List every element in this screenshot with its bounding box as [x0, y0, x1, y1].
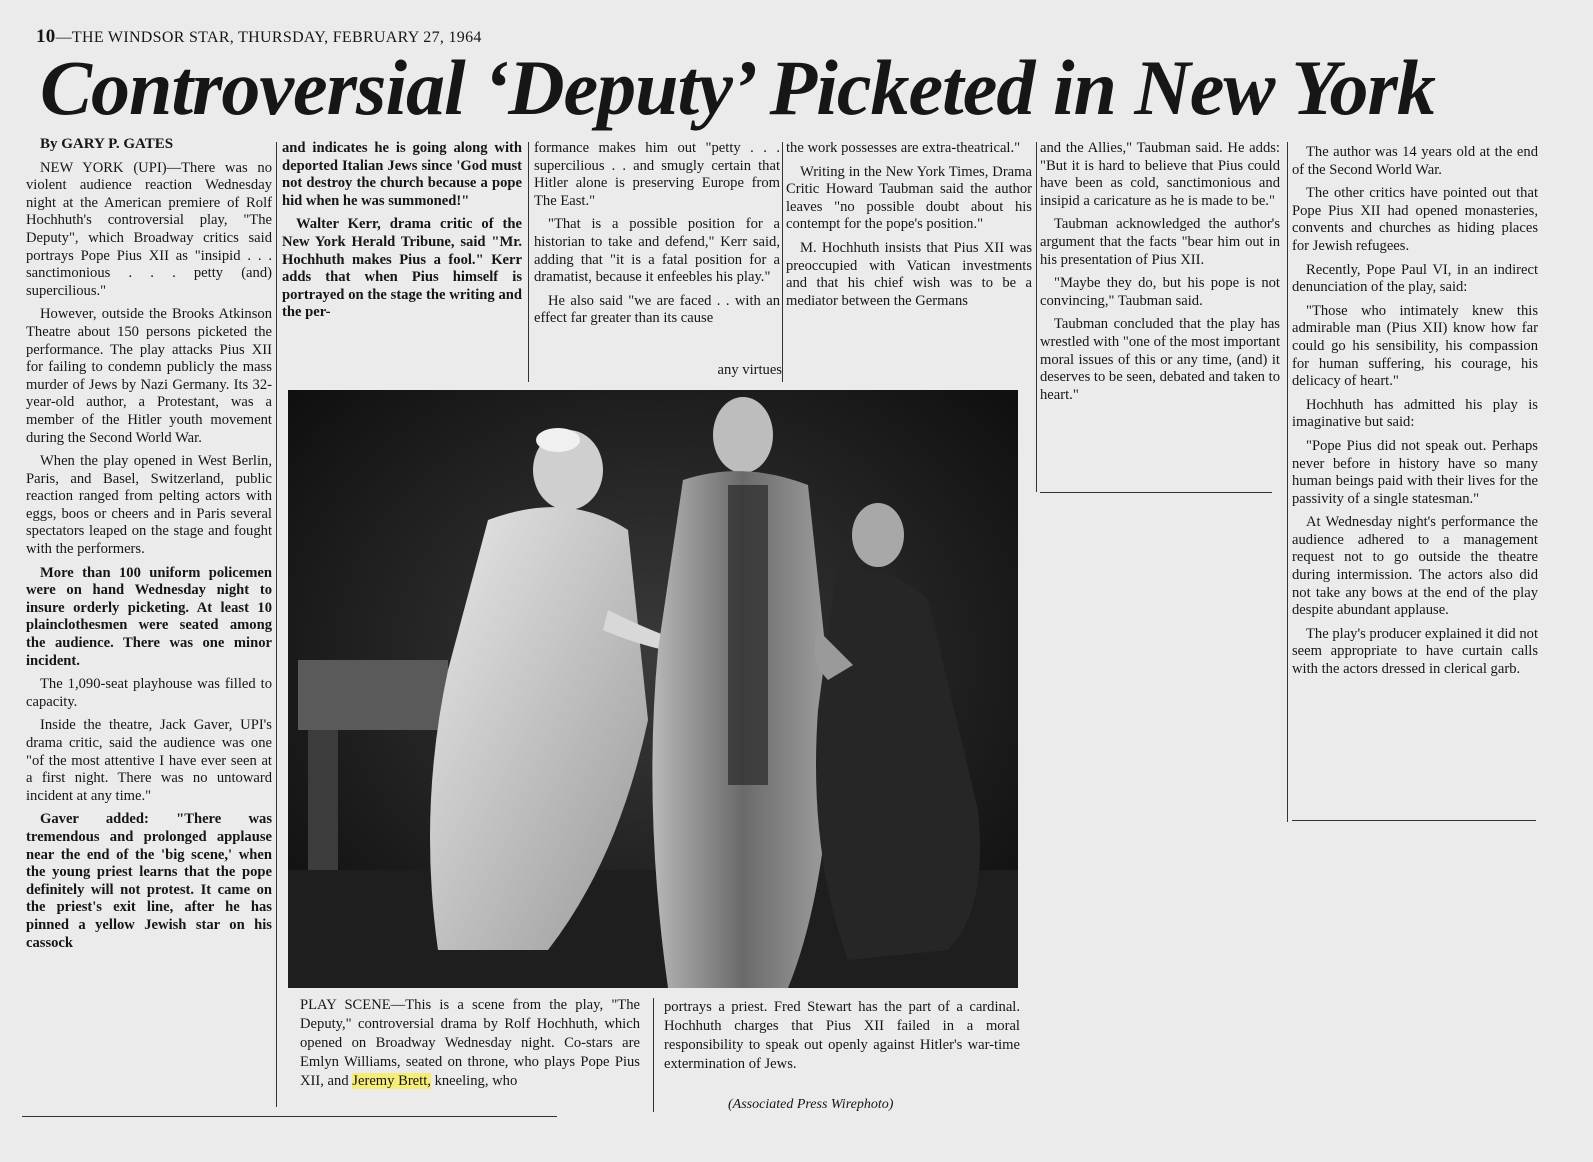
col4-paragraph: the work possesses are extra-theatrical.": [786, 140, 1021, 156]
col5-paragraph: Taubman acknowledged the author's argument that the facts "bear him out in his presentation of Pius XII.: [1040, 216, 1280, 268]
photo-credit: (Associated Press Wirephoto): [728, 1097, 894, 1112]
caption-left-text: PLAY SCENE—This is a scene from the play, "The Deputy," controversial drama by Rolf Hochhuth, which opened on Broadway Wednesday night. Co-stars are Emlyn Williams, seated on throne, who plays Pope Pius XII, and: [300, 997, 640, 1089]
photo-play-scene: [288, 390, 1018, 988]
col3-paragraph: formance makes him out "petty . . . supercilious . . and smugly certain that Hitler alone is preserving Europe from The East.": [534, 140, 780, 209]
col2-paragraph: Walter Kerr, drama critic of the New York Herald Tribune, said "Mr. Hochhuth makes Pius a fool." Kerr adds that when Pius himself is portrayed on the stage the writing and the per-: [282, 216, 522, 321]
col6-paragraph: "Pope Pius did not speak out. Perhaps never before in history have so many human beings paid with their lives for the passivity of a single statesman.": [1292, 437, 1538, 507]
photo-caption-right: [664, 998, 1020, 1074]
col5-paragraph: "Maybe they do, but his pope is not convincing," Taubman said.: [1040, 275, 1280, 309]
col6-paragraph: At Wednesday night's performance the audience adhered to a management request not to go outside the theatre during intermission. The actors also did not take any bows at the end of the play despite abundant applause.: [1292, 514, 1538, 619]
article-column-3: [534, 140, 780, 334]
article-column-6: [1292, 144, 1538, 685]
column-rule-5: [1287, 142, 1288, 822]
col1-paragraph: Gaver added: "There was tremendous and prolonged applause near the end of the 'big scene,' when the young priest learns that the pope definitely will not protest. It came on the priest's exit line, after he has pinned a yellow Jewish star on his cassock: [26, 811, 272, 951]
caption-highlight: Jeremy Brett,: [352, 1073, 431, 1089]
caption-right-text: portrays a priest. Fred Stewart has the part of a cardinal. Hochhuth charges that Pius XII failed in a moral responsibility to speak out openly against Hitler's war-time extermination of Jews.: [664, 999, 1020, 1072]
col6-paragraph: The other critics have pointed out that Pope Pius XII had opened monasteries, convents and churches as hiding places for Jewish refugees.: [1292, 185, 1538, 254]
col3-paragraph: He also said "we are faced . . with an effect far greater than its cause: [534, 292, 780, 327]
column-rule-2: [528, 142, 529, 382]
bottom-rule: [22, 1116, 557, 1117]
article-column-4: [786, 140, 1032, 316]
col6-paragraph: The author was 14 years old at the end of the Second World War.: [1292, 144, 1538, 178]
article-column-1: [26, 136, 272, 958]
col5-paragraph: Taubman concluded that the play has wrestled with "one of the most important moral issues of this or any time, (and) it deserves to be seen, debated and taken to heart.": [1040, 316, 1280, 403]
col1-paragraph: The 1,090-seat playhouse was filled to capacity.: [26, 676, 272, 710]
caption-rule: [653, 998, 654, 1112]
col1-paragraph: More than 100 uniform policemen were on hand Wednesday night to insure orderly picketing. At least 10 plainclothesmen were seated among the audience. There was one minor incident.: [26, 564, 272, 669]
col5-paragraph: and the Allies," Taubman said. He adds: "But it is hard to believe that Pius could have been as cold, sanctimonious and insipid a caricature as he is made to be.": [1040, 140, 1280, 209]
column-rule-3: [782, 142, 783, 382]
col2-paragraph: and indicates he is going along with deported Italian Jews since 'God must not destroy the church because a pope hid when he was summoned!": [282, 140, 522, 209]
page-number: 10: [36, 26, 56, 47]
col3-paragraph: "That is a possible position for a historian to take and defend," Kerr said, adding that "it is a fatal position for a dramatist, because it enfeebles his play.": [534, 216, 780, 286]
col1-paragraph: However, outside the Brooks Atkinson Theatre about 150 persons picketed the performance. The play attacks Pius XII for failing to condemn publicly the mass murder of Jews by Nazi Germany. Its 32-year-old author, a Protestant, was a member of the Hitler youth movement during the Second World War.: [26, 306, 272, 446]
col1-paragraph: When the play opened in West Berlin, Paris, and Basel, Switzerland, public reaction ranged from pelting actors with eggs, boos or cheers and in Paris several spectators leaped on the stage and fought with the performers.: [26, 453, 272, 558]
column-rule-1: [276, 142, 277, 1107]
article-column-2: [282, 140, 522, 328]
col4-paragraph: M. Hochhuth insists that Pius XII was preoccupied with Vatican investments and that his chief wish was to be a mediator between the Germans: [786, 239, 1032, 309]
column-3-tail: any virtues: [717, 362, 782, 378]
dateline-text: —THE WINDSOR STAR, THURSDAY, FEBRUARY 27, 1964: [55, 29, 482, 46]
column-5-end-rule: [1040, 492, 1272, 493]
column-rule-4: [1036, 142, 1037, 492]
col4-paragraph: Writing in the New York Times, Drama Critic Howard Taubman said the author leaves "no possible doubt about his contempt for the pope's position.": [786, 163, 1032, 233]
col1-paragraph: Inside the theatre, Jack Gaver, UPI's drama critic, said the audience was one "of the most attentive I have ever seen at a first night. There was no untoward incident at any time.": [26, 717, 272, 804]
col6-paragraph: The play's producer explained it did not seem appropriate to have curtain calls with the actors dressed in clerical garb.: [1292, 625, 1539, 678]
photo-image: [288, 390, 1018, 988]
column-6-end-rule: [1292, 820, 1536, 821]
byline: By GARY P. GATES: [40, 136, 174, 152]
article-column-5: [1040, 140, 1280, 410]
col6-paragraph: Recently, Pope Paul VI, in an indirect denunciation of the play, said:: [1292, 261, 1538, 296]
col1-paragraph: NEW YORK (UPI)—There was no violent audience reaction Wednesday night at the American premiere of Rolf Hochhuth's controversial play, "The Deputy", which Broadway critics said portrays Pope Pius XII as "insipid . . . sanctimonious . . . petty (and) supercilious.": [26, 159, 272, 299]
headline: Controversial ‘Deputy’ Picketed in New York: [40, 44, 1435, 131]
col6-paragraph: "Those who intimately knew this admirable man (Pius XII) know how far could go his sensibility, his compassion for human suffering, his courage, his delicacy of heart.": [1292, 302, 1538, 390]
caption-left-end: kneeling, who: [430, 1073, 518, 1089]
col6-paragraph: Hochhuth has admitted his play is imaginative but said:: [1292, 396, 1538, 431]
photo-caption-left: [300, 996, 640, 1091]
